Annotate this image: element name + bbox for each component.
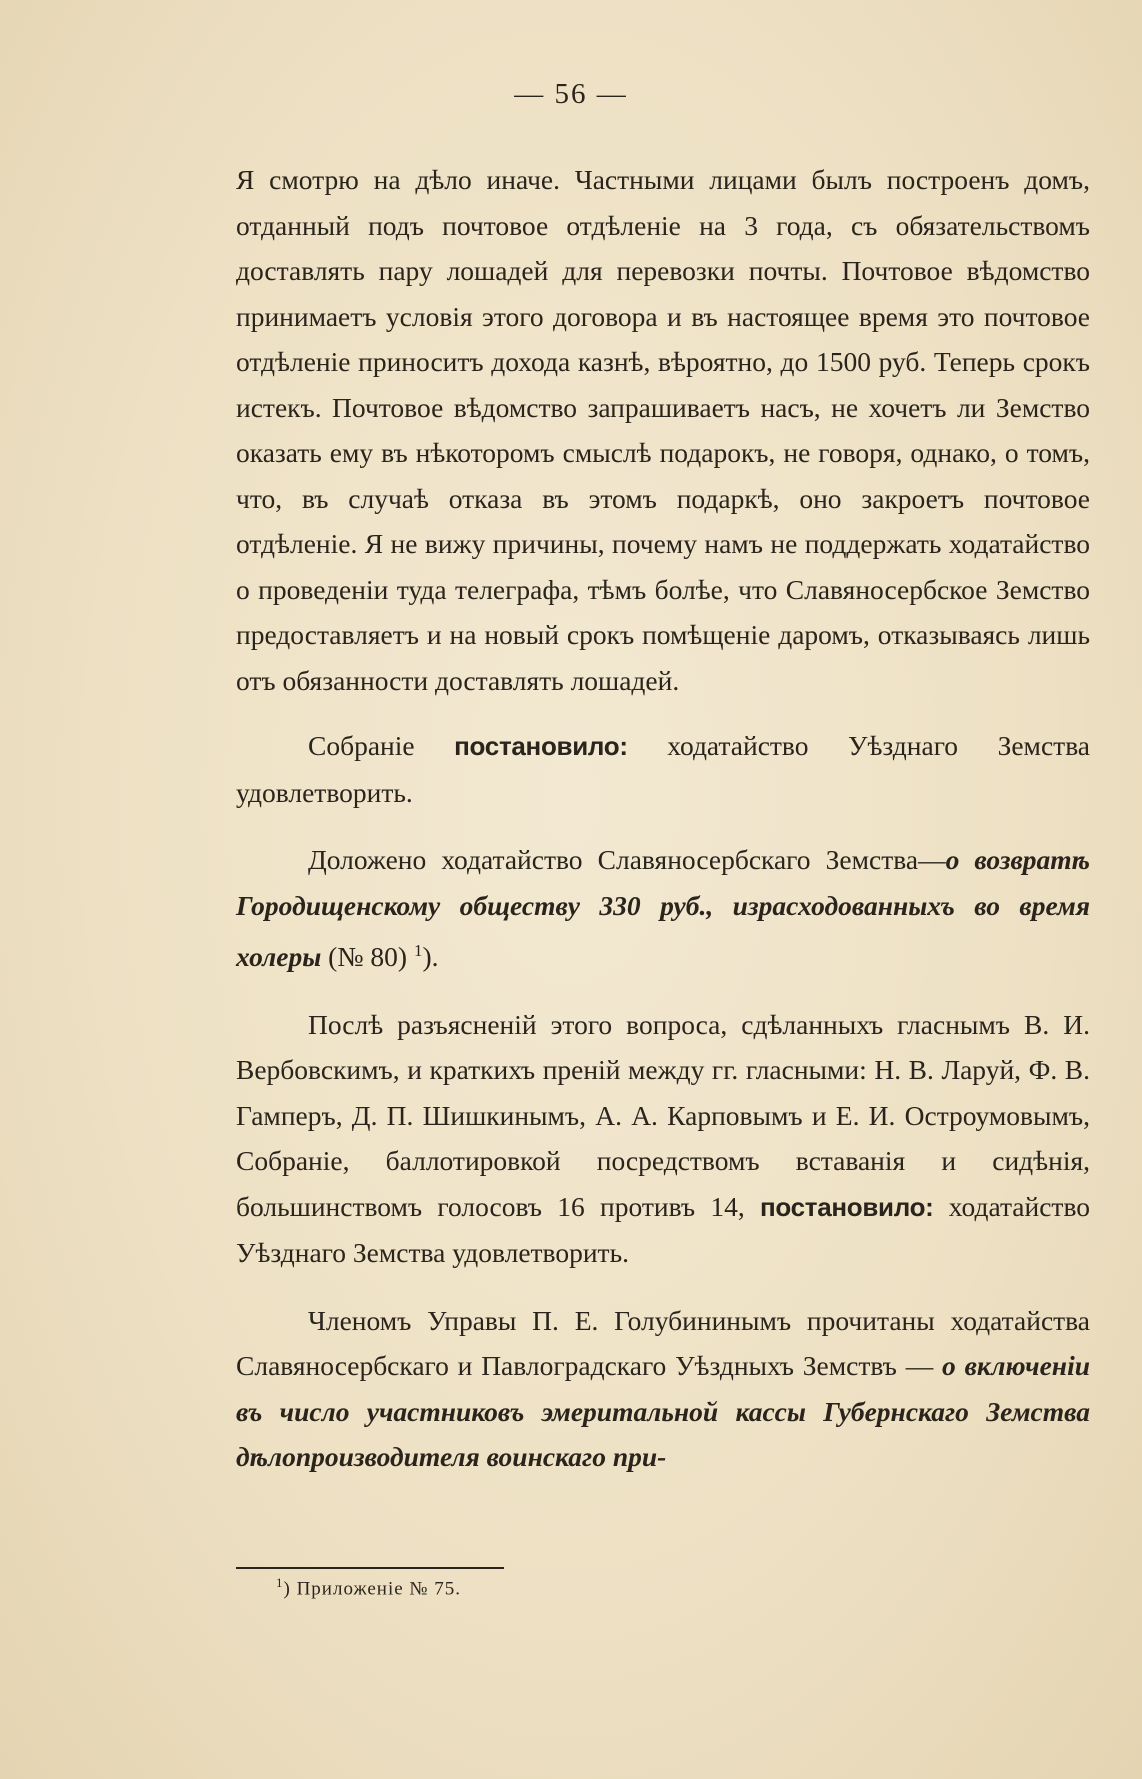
- paragraph-debate: [236, 1002, 1090, 1276]
- page-number: — 56 —: [514, 78, 628, 110]
- petitions-lead: Членомъ Управы П. Е. Голубининымъ прочитаны ходатайства Славяносербскаго и Павлоградскаго Уѣздныхъ Земствъ —: [236, 1304, 1090, 1382]
- debate-text: Послѣ разъясненій этого вопроса, сдѣланныхъ гласнымъ В. И. Вербовскимъ, и краткихъ преній между гг. гласными: Н. В. Ларуй, Ф. В. Гамперъ, Д. П. Шишкинымъ, А. А. Карповымъ и Е. И. Остроумовымъ, Собраніе, баллотировкой посредствомъ вставанія и сидѣнія, большинствомъ голосовъ 16 противъ 14,: [236, 1008, 1090, 1222]
- speech-text: Я смотрю на дѣло иначе. Частными лицами былъ построенъ домъ, отданный подъ почтовое отдѣленіе на 3 года, съ обязательствомъ доставлять пару лошадей для перевозки почты. Почтовое вѣдомство принимаетъ условія этого договора и въ настоящее время это почтовое отдѣленіе приноситъ дохода казнѣ, вѣроятно, до 1500 руб. Теперь срокъ истекъ. Почтовое вѣдомство запрашиваетъ насъ, не хочетъ ли Земство оказать ему въ нѣкоторомъ смыслѣ подарокъ, не говоря, однако, о томъ, что, въ случаѣ отказа въ этомъ подаркѣ, оно закроетъ почтовое отдѣленіе. Я не вижу причины, почему намъ не поддержать ходатайство о проведеніи туда телеграфа, тѣмъ болѣе, что Славяносербское Земство предоставляетъ и на новый срокъ помѣщеніе даромъ, отказываясь лишь отъ обязанности доставлять лошадей.: [236, 164, 1090, 696]
- footnote-ref: 1: [413, 941, 423, 960]
- footnote: [276, 1575, 461, 1600]
- report-end: ).: [422, 941, 439, 973]
- resolution-1-lead: Собраніе: [308, 730, 415, 761]
- paragraph-resolution-1: [236, 723, 1090, 815]
- paragraph-speech: [236, 157, 1090, 703]
- report-lead: Доложено ходатайство Славяносербскаго Земства—: [308, 844, 946, 875]
- report-number: (№ 80): [328, 941, 408, 973]
- petitions-subject: о включеніи въ число участниковъ эмеритальной кассы Губернскаго Земства дѣлопроизводителя воинскаго при-: [236, 1350, 1091, 1473]
- resolution-1-keyword: постановило:: [454, 731, 628, 761]
- resolution-2-text: ходатайство Уѣзднаго Земства удовлетворить.: [236, 1190, 1090, 1269]
- paragraph-report: [236, 837, 1090, 980]
- resolution-1-text: ходатайство Уѣзднаго Земства удовлетворить.: [236, 730, 1091, 808]
- footnote-divider: [236, 1567, 504, 1569]
- paragraph-petitions: [236, 1298, 1090, 1480]
- resolution-2-keyword: постановило:: [759, 1191, 934, 1222]
- footnote-text: ) Приложеніе № 75.: [283, 1578, 462, 1600]
- body-text: [236, 157, 1090, 1502]
- report-subject: о возвратѣ Городищенскому обществу 330 руб., израсходованныхъ во время холеры: [236, 844, 1090, 973]
- footnote-marker: 1: [276, 1575, 284, 1590]
